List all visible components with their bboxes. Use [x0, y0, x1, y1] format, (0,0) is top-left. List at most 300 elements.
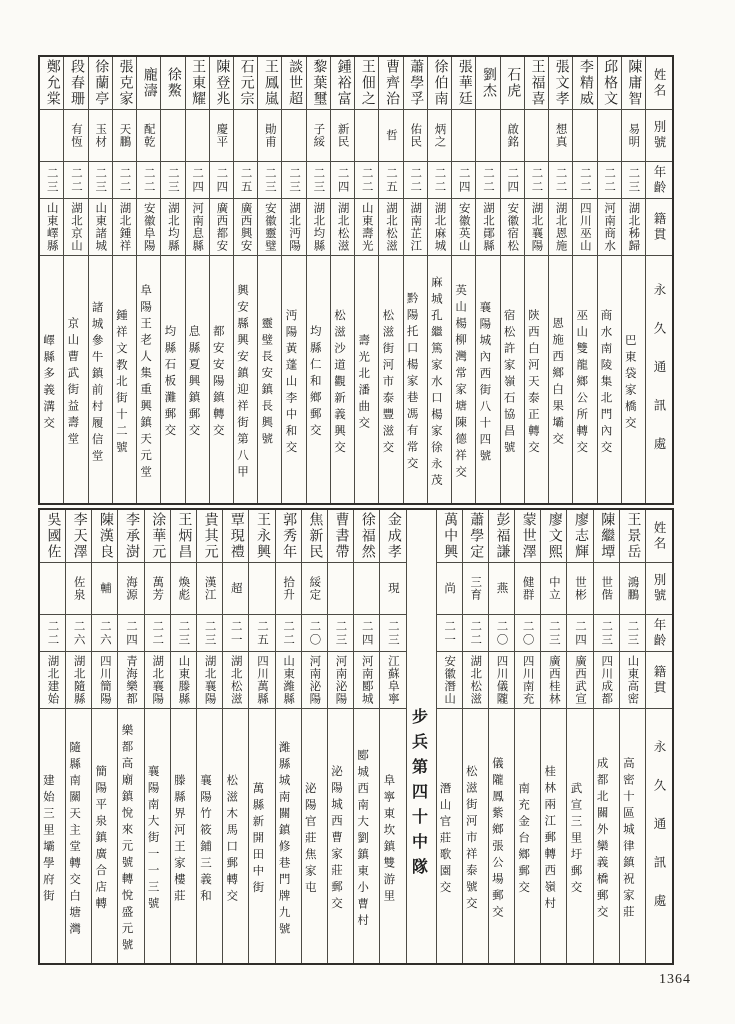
person-alias-cell — [476, 110, 499, 162]
person-age-cell — [525, 162, 548, 199]
person-address-cell — [515, 709, 540, 963]
person-native-place-cell — [549, 199, 572, 256]
person-alias-cell-text: 慶平 — [215, 123, 228, 148]
person-address-cell-text: 泌陽城西曹家莊郵交 — [329, 765, 342, 914]
person-native-place-cell-text: 山東嶧縣 — [45, 202, 58, 252]
header-name — [646, 510, 672, 563]
person-age-cell — [171, 615, 196, 652]
unit-divider-column — [406, 510, 436, 963]
person-address-cell-text: 儀隴鳳紫鄉張公場郵交 — [490, 757, 503, 922]
person-name-cell-text: 金成孝 — [385, 512, 401, 560]
person-name-cell — [210, 57, 233, 110]
person-column — [514, 510, 540, 963]
person-alias-cell — [302, 563, 327, 615]
person-name-cell-text: 彭福謙 — [494, 512, 510, 560]
person-alias-cell-text: 啟銘 — [506, 123, 519, 148]
header-alias — [646, 563, 672, 615]
person-address-cell — [380, 709, 405, 963]
person-age-cell — [186, 162, 209, 199]
person-native-place-cell-text: 湖北襄陽 — [203, 655, 216, 705]
person-address-cell-text: 襄陽竹筱鋪三義和 — [199, 773, 211, 906]
person-address-cell-text: 宿松許家嶺石協昌號 — [502, 308, 515, 458]
person-name-cell — [476, 57, 499, 110]
person-address-cell-text: 襄陽南大街一一三號 — [146, 765, 159, 914]
person-address-cell — [379, 256, 402, 503]
person-native-place-cell-text: 廣西武宣 — [574, 655, 587, 705]
person-native-place-cell-text: 湖北松滋 — [229, 655, 242, 705]
person-alias-cell-text: 佑民 — [409, 123, 422, 148]
person-age-cell — [307, 162, 330, 199]
person-native-place-cell-text: 河南郾城 — [360, 655, 373, 705]
person-age-cell — [573, 162, 596, 199]
person-native-place-cell-text: 湖南芷江 — [409, 202, 422, 252]
person-age-cell-text: 二二 — [481, 166, 494, 194]
person-age-cell-text: 二二 — [578, 166, 591, 194]
person-age-cell-text: 二〇 — [308, 619, 321, 647]
person-alias-cell-text: 三育 — [469, 576, 482, 601]
person-age-cell — [118, 615, 143, 652]
person-age-cell-text: 二二 — [530, 166, 543, 194]
person-name-cell-text: 王佃之 — [359, 59, 375, 107]
person-column — [354, 57, 378, 503]
person-age-cell — [249, 615, 274, 652]
person-native-place-cell — [40, 199, 63, 256]
person-name-cell — [620, 510, 645, 563]
person-age-cell — [328, 615, 353, 652]
person-age-cell — [452, 162, 475, 199]
person-address-cell — [307, 256, 330, 503]
person-age-cell — [463, 615, 488, 652]
person-address-cell — [355, 256, 378, 503]
person-column — [222, 510, 248, 963]
person-alias-cell — [40, 110, 63, 162]
person-address-cell — [276, 709, 301, 963]
person-name-cell-text: 黎葉璽 — [311, 59, 327, 107]
person-age-cell — [489, 615, 514, 652]
person-address-cell — [137, 256, 160, 503]
person-age-cell-text: 二二 — [469, 619, 482, 647]
person-name-cell-text: 李承澍 — [124, 512, 140, 560]
person-age-cell-text: 二四 — [125, 619, 138, 647]
person-native-place-cell — [331, 199, 354, 256]
person-name-cell — [594, 510, 619, 563]
person-column — [281, 57, 305, 503]
person-age-cell-text: 二五 — [255, 619, 268, 647]
person-age-cell-text: 二一 — [229, 619, 242, 647]
person-column — [403, 57, 427, 503]
person-native-place-cell-text: 四川巫山 — [578, 202, 591, 252]
person-name-cell-text: 蕭學孚 — [408, 59, 424, 107]
person-address-cell-text: 松滋沙道觀新義興交 — [332, 308, 345, 458]
person-age-cell — [355, 162, 378, 199]
person-address-cell — [620, 709, 645, 963]
person-address-cell — [171, 709, 196, 963]
person-age-cell-text: 二二 — [118, 166, 131, 194]
person-address-cell-text: 英山楊柳灣常家塘陳德祥交 — [454, 284, 467, 482]
person-alias-cell-text: 世彬 — [574, 576, 587, 601]
header-age — [646, 615, 672, 652]
person-alias-cell — [113, 110, 136, 162]
person-native-place-cell — [161, 199, 184, 256]
person-native-place-cell — [428, 199, 451, 256]
person-age-cell — [223, 615, 248, 652]
person-alias-cell-text: 勛甫 — [263, 123, 276, 148]
person-native-place-cell-text: 山東諸城 — [94, 202, 107, 252]
person-alias-cell-text: 新民 — [336, 123, 349, 148]
person-age-cell-text: 二二 — [46, 619, 59, 647]
person-address-cell — [354, 709, 379, 963]
person-native-place-cell — [223, 652, 248, 709]
person-name-cell — [404, 57, 427, 110]
person-address-cell-text: 南充金台鄉郵交 — [517, 781, 530, 898]
person-name-cell-text: 陳庸智 — [626, 59, 642, 107]
header-native-place — [646, 652, 672, 709]
person-native-place-cell-text: 安徽宿松 — [506, 202, 519, 252]
person-address-cell-text: 萬縣新開田中街 — [251, 781, 264, 898]
person-native-place-cell — [210, 199, 233, 256]
person-native-place-cell — [452, 199, 475, 256]
person-name-cell — [234, 57, 257, 110]
person-alias-cell-text: 綏定 — [308, 576, 321, 601]
person-address-cell-text: 滕縣界河王家樓莊 — [172, 773, 185, 906]
person-column — [65, 510, 91, 963]
person-alias-cell — [489, 563, 514, 615]
person-column — [209, 57, 233, 503]
person-name-cell-text: 萬中興 — [442, 512, 458, 560]
person-alias-cell — [622, 110, 645, 162]
person-address-cell — [331, 256, 354, 503]
person-native-place-cell — [171, 652, 196, 709]
header-alias — [646, 110, 672, 162]
person-name-cell — [66, 510, 91, 563]
person-native-place-cell-text: 湖北襄陽 — [151, 655, 164, 705]
person-address-cell-text: 巫山雙龍鄉公所轉交 — [575, 308, 588, 458]
person-alias-cell-text: 易明 — [627, 123, 640, 148]
person-native-place-cell — [489, 652, 514, 709]
person-address-cell — [573, 256, 596, 503]
person-address-cell — [489, 709, 514, 963]
person-address-cell — [89, 256, 112, 503]
person-name-cell — [452, 57, 475, 110]
person-native-place-cell — [354, 652, 379, 709]
person-address-cell-text: 均縣仁和鄉郵交 — [308, 325, 321, 441]
person-age-cell — [66, 615, 91, 652]
person-native-place-cell-text: 四川簡陽 — [98, 655, 111, 705]
person-age-cell — [541, 615, 566, 652]
person-native-place-cell-text: 廣西都安 — [215, 202, 228, 252]
person-column — [593, 510, 619, 963]
person-name-cell-text: 陳漢良 — [97, 512, 113, 560]
person-address-cell-text: 麻城孔繼篤家水口楊家徐永茂 — [429, 275, 442, 491]
person-alias-cell — [379, 110, 402, 162]
person-name-cell-text: 廖文熙 — [546, 512, 562, 560]
person-column — [185, 57, 209, 503]
person-name-cell — [598, 57, 621, 110]
header-alias-text: 別號 — [652, 573, 666, 604]
person-address-cell-text: 商水南陵集北門內交 — [599, 308, 612, 458]
person-name-cell-text: 鄭允棠 — [44, 59, 60, 107]
person-native-place-cell — [92, 652, 117, 709]
person-name-cell-text: 吳國佐 — [45, 512, 61, 560]
person-alias-cell-text: 炳之 — [433, 123, 446, 148]
person-native-place-cell — [541, 652, 566, 709]
person-alias-cell — [567, 563, 592, 615]
person-address-cell — [197, 709, 222, 963]
person-native-place-cell — [302, 652, 327, 709]
person-column — [462, 510, 488, 963]
person-name-cell-text: 涂華元 — [150, 512, 166, 560]
person-name-cell — [113, 57, 136, 110]
person-age-cell — [622, 162, 645, 199]
person-address-cell-text: 松滋街河市祥泰號交 — [464, 765, 477, 914]
person-native-place-cell-text: 四川萬縣 — [255, 655, 268, 705]
person-age-cell — [549, 162, 572, 199]
person-alias-cell — [258, 110, 281, 162]
person-address-cell — [463, 709, 488, 963]
person-native-place-cell-text: 湖北松滋 — [336, 202, 349, 252]
person-alias-cell — [598, 110, 621, 162]
header-age — [646, 162, 672, 199]
person-alias-cell — [594, 563, 619, 615]
person-alias-cell — [161, 110, 184, 162]
person-address-cell — [92, 709, 117, 963]
person-name-cell — [258, 57, 281, 110]
person-native-place-cell-text: 江蘇阜寧 — [386, 655, 399, 705]
person-name-cell — [380, 510, 405, 563]
person-alias-cell-text: 漢江 — [203, 576, 216, 601]
person-address-cell — [64, 256, 87, 503]
person-column — [136, 57, 160, 503]
person-age-cell-text: 二三 — [263, 166, 276, 194]
person-column — [144, 510, 170, 963]
person-native-place-cell — [89, 199, 112, 256]
person-alias-cell-text: 哲 — [385, 129, 398, 142]
roster-table-top — [38, 55, 674, 505]
person-age-cell — [379, 162, 402, 199]
person-name-cell-text: 邱格文 — [602, 59, 618, 107]
person-address-cell-text: 成都北關外欒義橋郵交 — [595, 757, 608, 922]
person-alias-cell — [437, 563, 462, 615]
person-name-cell — [501, 57, 524, 110]
person-native-place-cell-text: 四川成都 — [600, 655, 613, 705]
person-age-cell-text: 二六 — [72, 619, 85, 647]
person-name-cell-text: 蕭學定 — [468, 512, 484, 560]
person-native-place-cell-text: 河南商水 — [603, 202, 616, 252]
person-native-place-cell-text: 湖北松滋 — [385, 202, 398, 252]
person-name-cell — [89, 57, 112, 110]
person-address-cell-text: 都安安陽鎮轉交 — [211, 325, 224, 441]
person-age-cell-text: 二三 — [45, 166, 58, 194]
person-native-place-cell-text: 河南息縣 — [191, 202, 204, 252]
person-address-cell-text: 郾城西南大劉鎮東小曹村 — [356, 748, 369, 931]
person-name-cell-text: 曹書帶 — [333, 512, 349, 560]
person-alias-cell-text: 現 — [386, 582, 399, 595]
person-alias-cell — [525, 110, 548, 162]
person-address-cell — [223, 709, 248, 963]
person-column — [88, 57, 112, 503]
person-name-cell-text: 王永興 — [254, 512, 270, 560]
person-alias-cell — [463, 563, 488, 615]
person-native-place-cell — [463, 652, 488, 709]
person-name-cell — [282, 57, 305, 110]
person-column — [40, 57, 63, 503]
person-name-cell — [118, 510, 143, 563]
person-alias-cell — [428, 110, 451, 162]
person-address-cell — [234, 256, 257, 503]
person-age-cell — [620, 615, 645, 652]
person-age-cell-text: 二五 — [385, 166, 398, 194]
person-column — [117, 510, 143, 963]
person-native-place-cell — [476, 199, 499, 256]
person-alias-cell-text: 拾升 — [282, 576, 295, 601]
person-alias-cell-text: 玉材 — [94, 123, 107, 148]
person-age-cell — [113, 162, 136, 199]
person-name-cell — [549, 57, 572, 110]
person-native-place-cell-text: 安徽潛山 — [443, 655, 456, 705]
person-age-cell — [210, 162, 233, 199]
person-address-cell — [249, 709, 274, 963]
person-name-cell-text: 郭秀年 — [281, 512, 297, 560]
person-alias-cell — [234, 110, 257, 162]
person-address-cell — [428, 256, 451, 503]
person-alias-cell-text: 輔 — [98, 582, 111, 595]
header-age-text: 年齡 — [652, 164, 666, 196]
person-name-cell — [137, 57, 160, 110]
person-column — [500, 57, 524, 503]
person-native-place-cell-text: 四川儀隴 — [495, 655, 508, 705]
person-name-cell-text: 石元宗 — [238, 59, 254, 107]
person-age-cell-text: 二二 — [282, 619, 295, 647]
person-name-cell-text: 談世超 — [287, 59, 303, 107]
person-alias-cell — [549, 110, 572, 162]
person-age-cell — [598, 162, 621, 199]
person-native-place-cell — [404, 199, 427, 256]
person-age-cell — [501, 162, 524, 199]
person-address-cell-text: 濰縣城南關鎮修巷門牌九號 — [277, 740, 290, 939]
person-alias-cell — [210, 110, 233, 162]
person-age-cell — [331, 162, 354, 199]
person-age-cell-text: 二〇 — [521, 619, 534, 647]
person-alias-cell — [331, 110, 354, 162]
person-native-place-cell — [258, 199, 281, 256]
person-age-cell — [137, 162, 160, 199]
person-name-cell-text: 劉杰 — [480, 67, 496, 99]
person-name-cell-text: 曹齊治 — [384, 59, 400, 107]
person-column — [63, 57, 87, 503]
person-name-cell-text: 徐福然 — [359, 512, 375, 560]
person-alias-cell-text: 配乾 — [142, 123, 155, 148]
person-native-place-cell-text: 山東壽光 — [360, 202, 373, 252]
person-address-cell-text: 阜寧東坎鎮雙游里 — [382, 773, 395, 906]
person-native-place-cell — [620, 652, 645, 709]
person-alias-cell-text: 鴻鵬 — [626, 576, 639, 601]
person-address-cell-text: 桂林兩江郵轉西嶺村 — [543, 765, 556, 914]
person-native-place-cell — [594, 652, 619, 709]
person-name-cell-text: 李天澤 — [71, 512, 87, 560]
person-name-cell-text: 徐蘭亭 — [93, 59, 109, 107]
person-alias-cell-text: 燕 — [495, 582, 508, 595]
header-address — [646, 709, 672, 963]
person-column — [353, 510, 379, 963]
person-alias-cell-text: 海源 — [125, 576, 138, 601]
person-column — [572, 57, 596, 503]
person-address-cell — [622, 256, 645, 503]
person-address-cell-text: 京山曹武街益壽堂 — [66, 317, 79, 449]
person-alias-cell — [354, 563, 379, 615]
person-alias-cell-text: 超 — [229, 582, 242, 595]
person-address-cell-text: 阜陽王老人集重興鎮天元堂 — [139, 284, 152, 482]
person-column — [475, 57, 499, 503]
person-native-place-cell-text: 湖北均縣 — [166, 202, 179, 252]
person-age-cell-text: 二二 — [433, 166, 446, 194]
person-name-cell — [428, 57, 451, 110]
person-alias-cell — [92, 563, 117, 615]
person-name-cell-text: 王東耀 — [190, 59, 206, 107]
person-age-cell-text: 二二 — [360, 166, 373, 194]
person-age-cell-text: 二二 — [554, 166, 567, 194]
person-name-cell — [171, 510, 196, 563]
person-native-place-cell — [328, 652, 353, 709]
person-age-cell-text: 二四 — [360, 619, 373, 647]
person-column — [301, 510, 327, 963]
person-alias-cell — [541, 563, 566, 615]
person-address-cell-text: 恩施西鄉白果壩交 — [551, 317, 564, 449]
header-native-place-text: 籍貫 — [652, 664, 666, 696]
person-age-cell-text: 二四 — [215, 166, 228, 194]
person-age-cell-text: 二三 — [626, 619, 639, 647]
person-native-place-cell — [137, 199, 160, 256]
header-alias-text: 別號 — [652, 120, 666, 151]
person-address-cell-text: 高密十區城律鎮祝家莊 — [621, 757, 634, 922]
person-alias-cell — [197, 563, 222, 615]
person-address-cell-text: 興安縣興安鎮迎祥街第八甲 — [236, 284, 249, 482]
person-native-place-cell — [186, 199, 209, 256]
person-age-cell — [92, 615, 117, 652]
person-name-cell-text: 徐鰲 — [165, 67, 181, 99]
person-column — [327, 510, 353, 963]
person-native-place-cell-text: 四川南充 — [521, 655, 534, 705]
person-address-cell — [302, 709, 327, 963]
person-alias-cell — [171, 563, 196, 615]
person-column — [112, 57, 136, 503]
person-age-cell-text: 二三 — [547, 619, 560, 647]
person-name-cell — [302, 510, 327, 563]
person-native-place-cell — [118, 652, 143, 709]
person-alias-cell — [452, 110, 475, 162]
person-alias-cell — [282, 110, 305, 162]
person-age-cell-text: 二三 — [627, 166, 640, 194]
person-name-cell — [525, 57, 548, 110]
person-address-cell — [404, 256, 427, 503]
person-name-cell — [307, 57, 330, 110]
person-age-cell-text: 二三 — [334, 619, 347, 647]
person-age-cell-text: 二三 — [203, 619, 216, 647]
person-address-cell-text: 巴東袋家橋交 — [623, 333, 636, 433]
person-alias-cell-text: 煥彪 — [177, 576, 190, 601]
person-address-cell — [594, 709, 619, 963]
person-alias-cell-text: 有恆 — [69, 123, 82, 148]
person-alias-cell — [249, 563, 274, 615]
person-column — [621, 57, 645, 503]
person-name-cell — [541, 510, 566, 563]
person-column — [196, 510, 222, 963]
person-native-place-cell-text: 湖北京山 — [69, 202, 82, 252]
person-name-cell — [463, 510, 488, 563]
person-alias-cell — [64, 110, 87, 162]
person-age-cell-text: 二二 — [409, 166, 422, 194]
person-name-cell — [161, 57, 184, 110]
person-name-cell-text: 龐濤 — [141, 67, 157, 99]
